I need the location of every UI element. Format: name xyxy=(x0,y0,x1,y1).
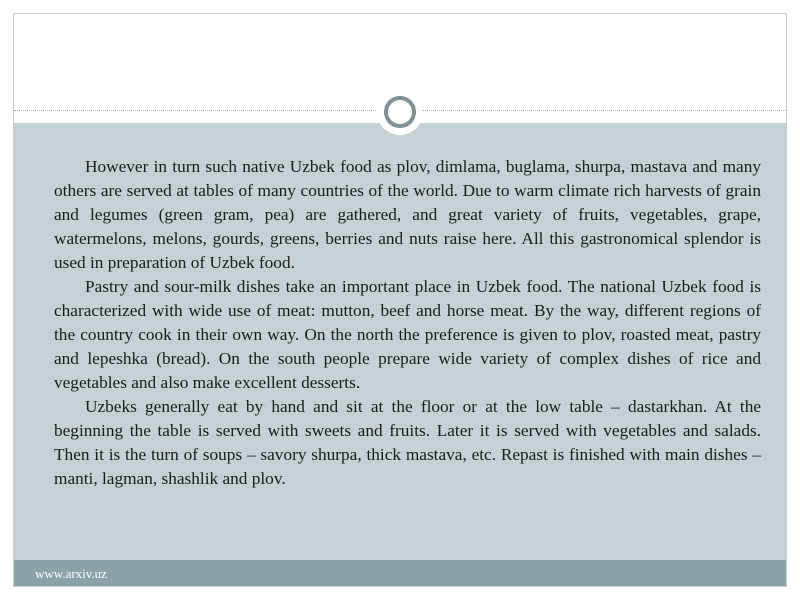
slide-footer xyxy=(14,560,786,587)
slide-body-text xyxy=(54,155,761,491)
paragraph: Pastry and sour-milk dishes take an important place in Uzbek food. The national Uzbek food is characterized with wide use of meat: mutton, beef and horse meat. By the way, different regions of the country cook in their own way. On the north the preference is given to plov, roasted meat, pastry and lepeshka (bread). On the south people prepare wide variety of complex dishes of rice and vegetables and also make excellent desserts. xyxy=(54,277,761,392)
paragraph: However in turn such native Uzbek food as plov, dimlama, buglama, shurpa, mastava and many others are served at tables of many countries of the world. Due to warm climate rich harvests of grain and legumes (green gram, pea) are gathered, and great variety of fruits, vegetables, grape, watermelons, melons, gourds, greens, berries and nuts raise here. All this gastronomical splendor is used in preparation of Uzbek food. xyxy=(54,157,761,272)
footer-url: www.arxiv.uz xyxy=(35,566,107,581)
slide xyxy=(13,13,787,587)
decorative-ring-icon xyxy=(384,96,416,128)
paragraph: Uzbeks generally eat by hand and sit at the floor or at the low table – dastarkhan. At the beginning the table is served with sweets and fruits. Later it is served with vegetables and salads. Then it is the turn of soups – savory shurpa, thick mastava, etc. Repast is finished with main dishes – manti, lagman, shashlik and plov. xyxy=(54,397,761,488)
